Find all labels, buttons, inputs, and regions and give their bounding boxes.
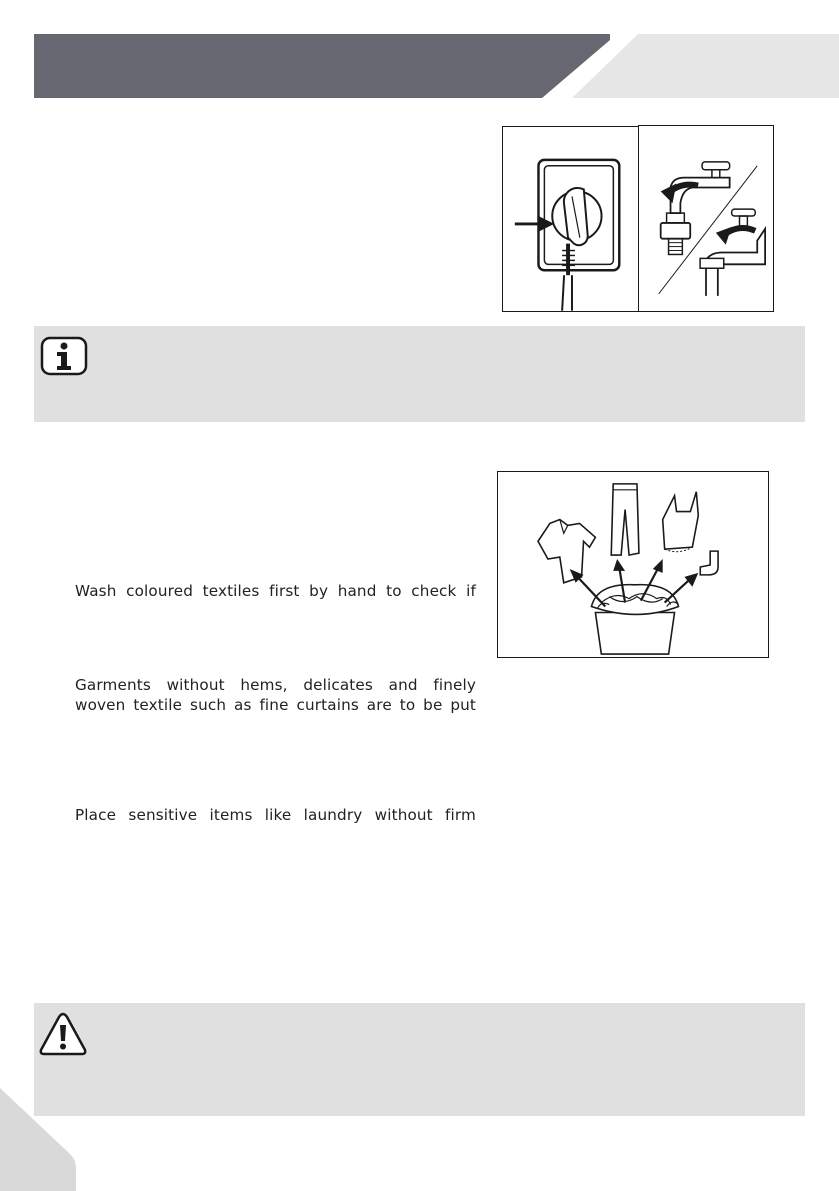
plug-illustration	[502, 126, 639, 312]
info-icon	[40, 336, 88, 376]
power-plug-illustration-icon	[503, 127, 638, 311]
paragraph-line: Garments without hems, delicates and finely	[75, 676, 476, 694]
laundry-basket-illustration-icon	[498, 472, 768, 657]
header-banner	[0, 0, 839, 110]
paragraph-garments-without-hems	[75, 675, 476, 715]
laundry-illustration	[497, 471, 769, 658]
paragraph-line: woven textile such as fine curtains are to be put	[75, 696, 476, 714]
water-tap-illustration-icon	[639, 126, 773, 311]
paragraph-line: Place sensitive items like laundry without firm	[75, 806, 476, 824]
page-corner-tab	[0, 1088, 80, 1191]
paragraph-sensitive-items	[75, 805, 476, 825]
paragraph-line: Wash coloured textiles first by hand to check if	[75, 582, 476, 600]
warning-icon	[37, 1010, 89, 1058]
tap-illustration	[638, 125, 774, 312]
header-light-tab	[572, 34, 839, 98]
header-dark-band	[34, 34, 610, 98]
info-notice	[34, 326, 805, 422]
paragraph-coloured-textiles	[75, 581, 476, 601]
warning-notice	[34, 1003, 805, 1116]
